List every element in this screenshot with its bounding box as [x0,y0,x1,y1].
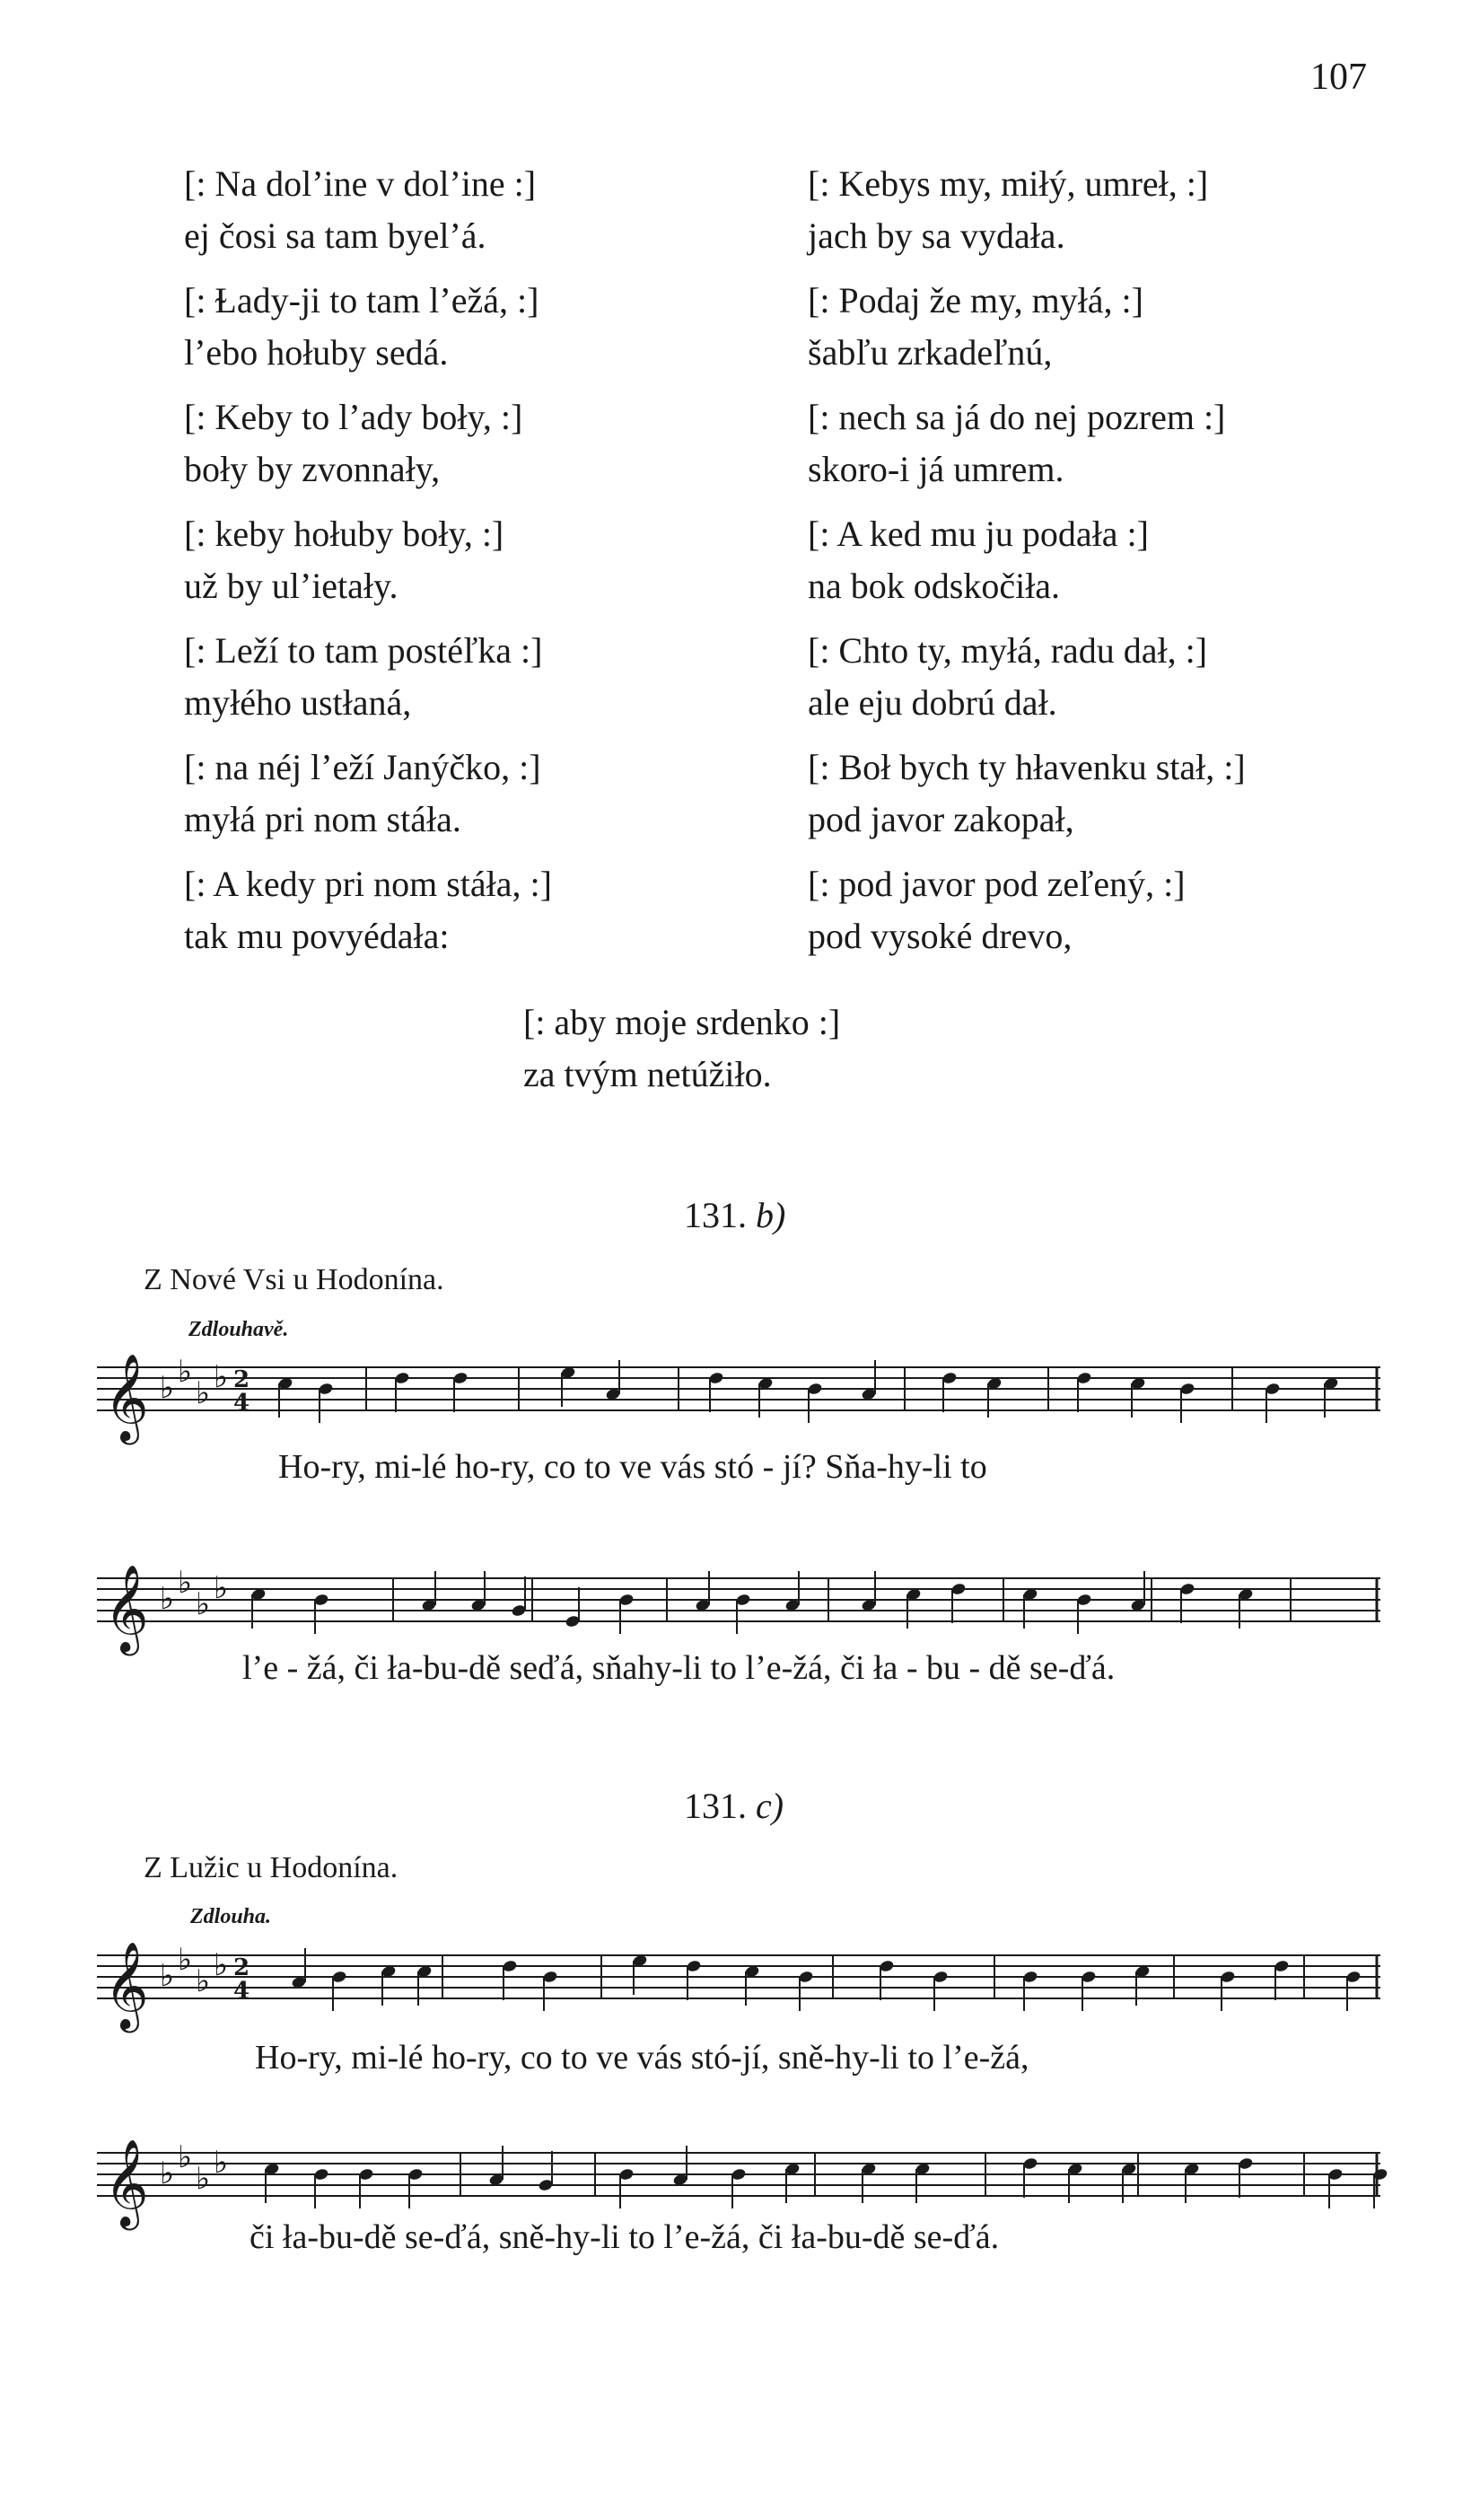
flat-icon: ♭ [196,1963,211,1999]
verse-line: už by ulʼietały. [184,566,398,606]
stanza [808,625,1382,729]
stanza [808,391,1382,496]
verse-line: [: nech sa já do nej pozrem :] [808,397,1226,437]
treble-clef-icon: 𝄞 [104,1353,149,1441]
verse-line: [: Leží to tam postéľka :] [184,630,543,671]
verse-line: [: Kebys my, miłý, umreł, :] [808,163,1209,204]
lyrics-line: Ho-ry, mi-lé ho-ry, co to ve vás stó-jí, sně-hy-li to lʼe-žá, [255,2039,1029,2077]
verse-line: [: Na dolʼine v dolʼine :] [184,163,537,204]
stanza [808,158,1382,262]
verse-line: [: Ɫady-ji to tam lʼežá, :] [184,280,539,320]
verse-line: [: Chto ty, myłá, radu dał, :] [808,630,1208,671]
stanza [808,742,1382,846]
flat-icon: ♭ [160,1370,175,1406]
verse-line: ej čosi sa tam byelʼá. [184,215,486,256]
verse-line: skoro-i já umrem. [808,449,1064,489]
stanza [184,391,722,496]
time-signature-bottom: 4 [233,1390,250,1417]
verse-line: [: aby moje srdenko :] [523,1002,841,1042]
flat-icon: ♭ [214,1570,229,1606]
music-staff [97,1939,1389,2047]
song-variant: b) [756,1195,786,1235]
verse-line: [: pod javor pod zeľený, :] [808,864,1186,904]
stanza [184,508,722,612]
stanza [808,275,1382,379]
flat-icon: ♭ [214,2145,229,2181]
song-number-value: 131. [684,1786,747,1826]
flat-icon: ♭ [178,1565,193,1601]
verse-line: [: keby hołuby boły, :] [184,514,504,554]
flat-icon: ♭ [178,2139,193,2175]
song-number [684,1194,785,1236]
stanza [184,158,722,262]
stanza [184,625,722,729]
verse-line: [: Keby to lʼady boły, :] [184,397,523,437]
flat-icon: ♭ [196,1375,211,1411]
time-signature-top: 2 [233,1954,250,1981]
song-origin: Z Lužic u Hodonína. [144,1851,398,1884]
flat-icon: ♭ [160,1958,175,1994]
verse-line: jach by sa vydała. [808,215,1065,256]
flat-icon: ♭ [214,1359,229,1395]
song-number-value: 131. [684,1195,747,1235]
verse-line: za tvým netúžiło. [523,1054,772,1094]
lyrics-line: lʼe - žá, či ła-bu-dě seďá, sňahy-li to lʼe-žá, či ła - bu - dě se-ďá. [242,1649,1116,1687]
verse-line: [: A kedy pri nom stáła, :] [184,864,552,904]
flat-icon: ♭ [196,2161,211,2197]
poem-right-column [808,158,1382,975]
verse-line: boły by zvonnały, [184,449,441,489]
poem-closing-stanza [523,997,840,1101]
lyrics-line: Ho-ry, mi-lé ho-ry, co to ve vás stó - jí? Sňa-hy-li to [278,1448,987,1486]
flat-icon: ♭ [214,1947,229,1983]
verse-line: pod javor zakopał, [808,799,1074,839]
verse-line: [: na néj lʼeží Janýčko, :] [184,747,541,787]
stanza [184,742,722,846]
stanza [808,508,1382,612]
tempo-marking: Zdlouhavě. [188,1318,289,1341]
tempo-marking: Zdlouha. [190,1905,272,1928]
verse-line: pod vysoké drevo, [808,916,1073,956]
verse-line: [: Podaj že my, myłá, :] [808,280,1143,320]
song-variant: c) [756,1786,784,1826]
verse-line: [: A ked mu ju podała :] [808,514,1149,554]
verse-line: lʼebo hołuby sedá. [184,332,449,373]
flat-icon: ♭ [196,1586,211,1622]
stanza [808,858,1382,962]
verse-line: ale eju dobrú dał. [808,682,1057,723]
verse-line: myłého ustłaná, [184,682,412,723]
verse-line: šabľu zrkadeľnú, [808,332,1053,373]
song-number [684,1785,784,1827]
treble-clef-icon: 𝄞 [104,2138,149,2226]
stanza [184,275,722,379]
flat-icon: ♭ [160,1581,175,1617]
flat-icon: ♭ [160,2156,175,2191]
music-staff [97,1351,1389,1459]
poem-left-column [184,158,722,975]
verse-line: tak mu povyédała: [184,916,450,956]
time-signature-top: 2 [233,1366,250,1393]
song-origin: Z Nové Vsi u Hodonína. [144,1263,444,1296]
verse-line: na bok odskočiła. [808,566,1061,606]
verse-line: myłá pri nom stáła. [184,799,461,839]
flat-icon: ♭ [178,1942,193,1978]
stanza [184,858,722,962]
treble-clef-icon: 𝄞 [104,1941,149,2029]
lyrics-line: či ła-bu-dě se-ďá, sně-hy-li to lʼe-žá, či ła-bu-dě se-ďá. [250,2218,1000,2256]
flat-icon: ♭ [178,1354,193,1390]
page-number: 107 [1310,57,1367,98]
treble-clef-icon: 𝄞 [104,1564,149,1652]
time-signature-bottom: 4 [233,1978,250,2005]
verse-line: [: Boł bych ty hłavenku stał, :] [808,747,1246,787]
